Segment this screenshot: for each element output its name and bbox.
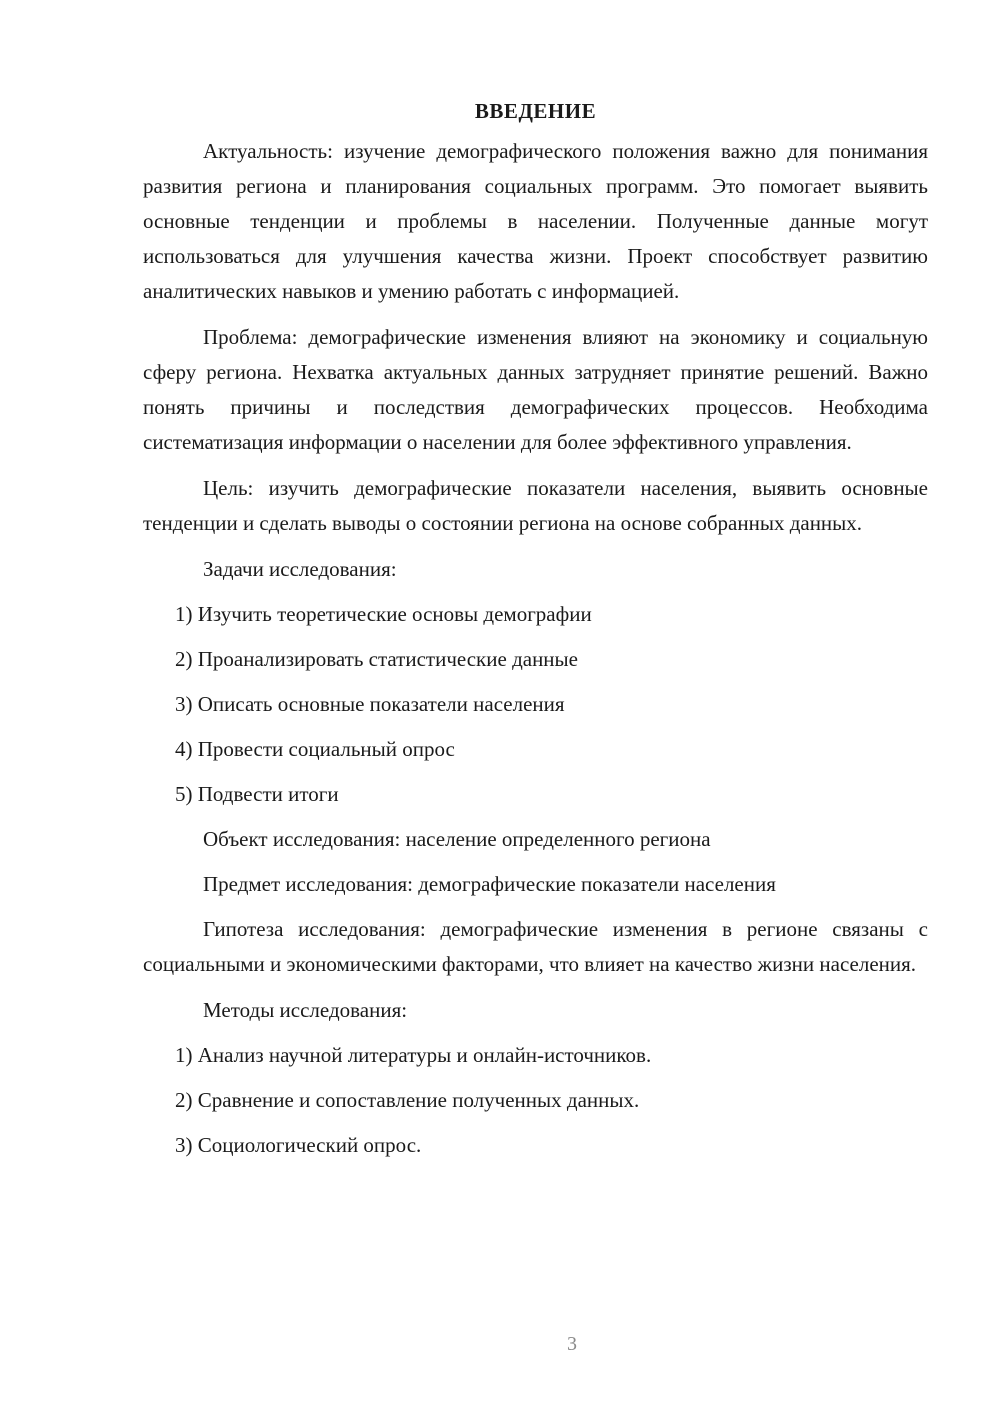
list-item-task: 4) Провести социальный опрос xyxy=(175,737,455,761)
document-body xyxy=(143,96,928,1173)
paragraph-problem: Проблема: демографические изменения влияют на экономику и социальную сферу региона. Нехватка актуальных данных затрудняет принятие решений. Важно понять причины и последствия демографических процессов. Необходима систематизация информации о населении для более эффективного управления. xyxy=(143,325,928,454)
list-item-task: 2) Проанализировать статистические данные xyxy=(175,647,578,671)
tasks-heading: Задачи исследования: xyxy=(203,557,397,581)
list-item-task: 5) Подвести итоги xyxy=(175,782,339,806)
page-number: 3 xyxy=(567,1333,577,1355)
list-item-method: 3) Социологический опрос. xyxy=(175,1133,422,1157)
paragraph-object: Объект исследования: население определенного региона xyxy=(203,827,711,851)
paragraph-goal: Цель: изучить демографические показатели населения, выявить основные тенденции и сделать выводы о состоянии региона на основе собранных данных. xyxy=(143,476,928,535)
list-item-task: 1) Изучить теоретические основы демографии xyxy=(175,602,592,626)
paragraph-subject: Предмет исследования: демографические показатели населения xyxy=(203,872,776,896)
list-item-task: 3) Описать основные показатели населения xyxy=(175,692,565,716)
paragraph-hypothesis: Гипотеза исследования: демографические изменения в регионе связаны с социальными и экономическими факторами, что влияет на качество жизни населения. xyxy=(143,917,928,976)
list-item-method: 2) Сравнение и сопоставление полученных данных. xyxy=(175,1088,640,1112)
methods-heading: Методы исследования: xyxy=(203,998,408,1022)
list-item-method: 1) Анализ научной литературы и онлайн-источников. xyxy=(175,1043,652,1067)
page-title: ВВЕДЕНИЕ xyxy=(474,99,597,123)
paragraph-relevance: Актуальность: изучение демографического положения важно для понимания развития региона и планирования социальных программ. Это помогает выявить основные тенденции и проблемы в населении. Полученные данные могут использоваться для улучшения качества жизни. Проект способствует развитию аналитических навыков и умению работать с информацией. xyxy=(143,139,928,303)
